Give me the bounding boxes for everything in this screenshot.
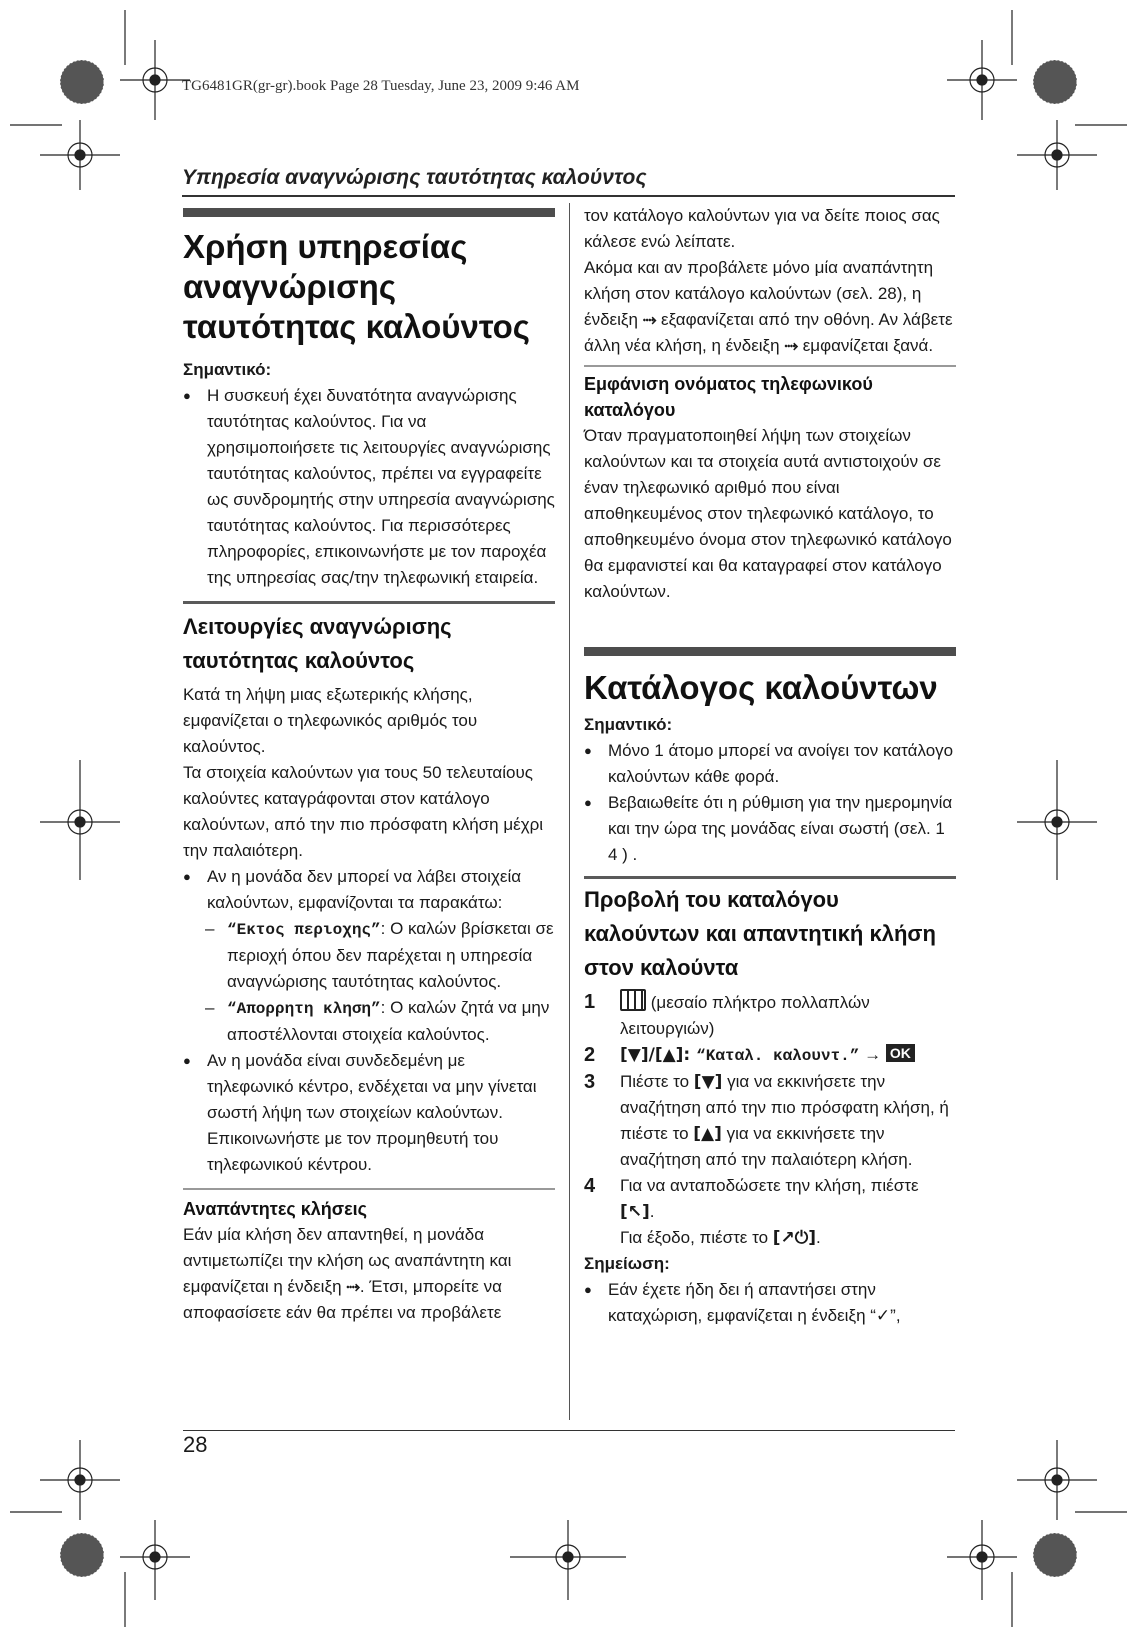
registration-mark-icon: [40, 120, 120, 190]
subsection-title: Προβολή του καταλόγου καλούντων και απαντητική κλήση στον καλούντα: [584, 887, 936, 980]
section-title: Χρήση υπηρεσίας αναγνώρισης ταυτότητας καλούντος: [183, 228, 530, 345]
subsection-bar: [183, 601, 555, 604]
list-item: ● Αν η μονάδα είναι συνδεδεμένη με τηλεφωνικό κέντρο, ενδέχεται να μην γίνεται σωστή λήψη των στοιχείων καλούντων. Επικοινωνήστε με τον προμηθευτή του τηλεφωνικού κέντρου.: [183, 1048, 555, 1178]
registration-mark-icon: [1017, 760, 1097, 880]
header-rule: [182, 195, 955, 197]
section-title: Κατάλογος καλούντων: [584, 669, 938, 706]
paragraph: τον κατάλογο καλούντων για να δείτε ποιος σας κάλεσε ενώ λείπατε.: [584, 206, 940, 251]
paragraph: Τα στοιχεία καλούντων για τους 50 τελευταίους καλούντες καταγράφονται στον κατάλογο καλούντων, από την πιο πρόσφατη κλήση μέχρι την παλαιότερη.: [183, 763, 544, 860]
talk-key-icon: [↖]: [620, 1202, 650, 1222]
right-column: [584, 203, 956, 1329]
list-item: ● Εάν έχετε ήδη δει ή απαντήσει στην καταχώριση, εμφανίζεται η ένδειξη “✓”,: [584, 1277, 956, 1329]
starburst-mark-icon: [60, 60, 104, 104]
missed-call-icon: ⤑: [346, 1277, 360, 1297]
paragraph: Ακόμα και αν προβάλετε μόνο μία αναπάντητη κλήση στον κατάλογο καλούντων (σελ. 28), η ένδειξη ⤑ εξαφανίζεται από την οθόνη. Αν λάβετε άλλη νέα κλήση, η ένδειξη ⤑ εμφανίζεται ξανά.: [584, 258, 953, 356]
missed-call-icon: ⤑: [784, 336, 798, 356]
display-text: “Απορρητη κληση”: [227, 1000, 381, 1018]
column-divider: [569, 203, 570, 1420]
subsection-title: Λειτουργίες αναγνώρισης ταυτότητας καλούντος: [183, 614, 452, 673]
list-item: ● Βεβαιωθείτε ότι η ρύθμιση για την ημερομηνία και την ώρα της μονάδας είναι σωστή (σελ. 1 4 ) .: [584, 790, 956, 868]
off-key-icon: [↗⏻]: [772, 1228, 816, 1248]
subsection-title: Εμφάνιση ονόματος τηλεφωνικού καταλόγου: [584, 374, 873, 420]
paragraph: Όταν πραγματοποιηθεί λήψη των στοιχείων καλούντων και τα στοιχεία αυτά αντιστοιχούν σε έναν τηλεφωνικό αριθμό που είναι αποθηκευμένος στον τηλεφωνικό κατάλογο, το αποθηκευμένο όνομα στον τηλεφωνικό κατάλογο θα εμφανιστεί και θα καταγραφεί στον κατάλογο καλούντων.: [584, 426, 952, 601]
book-info-line: TG6481GR(gr-gr).book Page 28 Tuesday, June 23, 2009 9:46 AM: [182, 78, 580, 94]
display-text: “Εκτος περιοχης”: [227, 921, 381, 939]
ok-key-icon: OK: [886, 1044, 915, 1062]
display-text: “Καταλ. καλουντ.”: [696, 1047, 860, 1065]
registration-mark-icon: [1017, 120, 1097, 190]
left-column: [183, 208, 555, 1326]
paragraph: Εάν μία κλήση δεν απαντηθεί, η μονάδα αντιμετωπίζει την κλήση ως αναπάντητη και εμφανίζεται η ένδειξη ⤑. Έτσι, μπορείτε να αποφασίσετε εάν θα πρέπει να προβάλετε: [183, 1225, 512, 1322]
step-1: 1 (μεσαίο πλήκτρο πολλαπλών λειτουργιών): [584, 991, 870, 1038]
note-label: Σημείωση:: [584, 1254, 670, 1273]
section-bar: [584, 647, 956, 656]
section-bar: [183, 208, 555, 217]
list-item: ● Αν η μονάδα δεν μπορεί να λάβει στοιχεία καλούντων, εμφανίζονται τα παρακάτω:: [183, 864, 555, 916]
menu-key-icon: [620, 989, 646, 1011]
registration-mark-icon: [947, 1520, 1017, 1600]
step-3: 3 Πιέστε το [▼] για να εκκινήσετε την αναζήτηση από την πιο πρόσφατη κλήση, ή πιέστε το [▲] για να εκκινήσετε την αναζήτηση από την παλαιότερη κλήση.: [584, 1071, 949, 1169]
registration-mark-icon: [947, 40, 1017, 120]
list-item: – “Απορρητη κληση”: Ο καλών ζητά να μην αποστέλλονται στοιχεία καλούντος.: [205, 998, 550, 1044]
step-2: 2 [▼]/[▲]: “Καταλ. καλουντ.” → OK: [584, 1042, 956, 1069]
registration-mark-icon: [40, 1440, 120, 1520]
running-header: Υπηρεσία αναγνώρισης ταυτότητας καλούντος: [182, 166, 647, 189]
list-item: – “Εκτος περιοχης”: Ο καλών βρίσκεται σε περιοχή όπου δεν παρέχεται η υπηρεσία αναγνώρισης ταυτότητας καλούντος.: [205, 919, 554, 991]
page-number: 28: [183, 1432, 208, 1457]
subsection-bar: [183, 1188, 555, 1190]
starburst-mark-icon: [60, 1533, 104, 1577]
subsection-title: Αναπάντητες κλήσεις: [183, 1199, 367, 1219]
starburst-mark-icon: [1033, 1533, 1077, 1577]
paragraph: Κατά τη λήψη μιας εξωτερικής κλήσης, εμφανίζεται ο τηλεφωνικός αριθμός του καλούντος.: [183, 685, 478, 756]
list-item: ● Μόνο 1 άτομο μπορεί να ανοίγει τον κατάλογο καλούντων κάθε φορά.: [584, 738, 956, 790]
starburst-mark-icon: [1033, 60, 1077, 104]
registration-mark-icon: [120, 40, 190, 120]
registration-mark-icon: [510, 1520, 626, 1600]
registration-mark-icon: [1017, 1440, 1097, 1520]
registration-mark-icon: [40, 760, 120, 880]
important-label: Σημαντικό:: [584, 715, 673, 734]
footer-rule: [183, 1430, 955, 1431]
step-4: 4 Για να ανταποδώσετε την κλήση, πιέστε [↖]. Για έξοδο, πιέστε το [↗⏻].: [584, 1175, 919, 1248]
important-bullet: ● Η συσκευή έχει δυνατότητα αναγνώρισης ταυτότητας καλούντος. Για να χρησιμοποιήσετε τις λειτουργίες αναγνώρισης ταυτότητας καλούντος, πρέπει να εγγραφείτε ως συνδρομητής στην υπηρεσία αναγνώρισης ταυτότητας καλούντος. Για περισσότερες πληροφορίες, επικοινωνήστε με τον παροχέα της υπηρεσίας σας/την τηλεφωνική εταιρεία.: [183, 383, 555, 591]
missed-call-icon: ⤑: [642, 310, 657, 330]
subsection-bar: [584, 365, 956, 367]
important-label: Σημαντικό:: [183, 360, 272, 379]
subsection-bar: [584, 876, 956, 879]
registration-mark-icon: [120, 1520, 190, 1600]
